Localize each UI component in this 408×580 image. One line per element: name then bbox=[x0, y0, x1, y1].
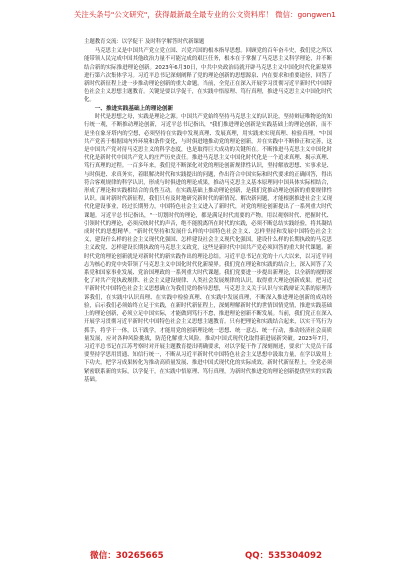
topic-line: 主题教育交流：以学促干 及时科学解答时代新课题 bbox=[84, 39, 205, 45]
intro-paragraph: 马克思主义是中国共产党立党立国、兴党兴国的根本指导思想。回顾党的百年奋斗史，我们党之所以能带领人民完成中国其他政治力量不可能完成的艰巨任务，根本在于掌握了马克思主义科学理论，并不断结合新的实际推进理论创新。2023年6月30日，中共中央政治局就开辟马克思主义中国化时代化新境界进行第六次集体学习。习近平总书记深刻阐释了党的理论创新的思想源泉、内在要求和重要途径，回答了新时代新征程上进一步推动理论创新的重大命题。当前，全党正在深入开展学习贯彻习近平新时代中国特色社会主义思想主题教育。关键是要以学促干，在实践中悟原理、笃行真理，推进马克思主义中国化时代化。 bbox=[84, 48, 332, 104]
section-heading: 一、推进实践基础上的理论创新 bbox=[94, 105, 174, 112]
bottom-banner bbox=[90, 548, 322, 562]
body-paragraph: 时代是思想之母，实践是理论之源。中国共产党始终坚持马克思主义的认识论，坚持辩证唯物论的知行统一观，不断推动理论创新，习近平总书记指出，"我们推进理论创新是实践基础上的理论创新，而不是坐在象牙塔内的空想，必须坚持在实践中发现真理、发展真理，用实践来实现真理、检验真理。"中国共产党善于根据国内外环境和条件变化，与时俱进地推动党的理论创新，并在实践中不断修正和完善，这是中国共产党对待马克思主义的科学态度，也是取得巨大成功的关键所在。不断推进马克思主义中国化时代化是新时代中国共产党人的庄严历史责任。推进马克思主义中国化时代化是一个追求真理、揭示真理、笃行真理的过程。一百多年来，我们党不断深化对党的理论创新规律性认识，坚持解放思想、实事求是、与时俱进、求真务实，着眼解决时代和实践提出的问题，作出符合中国实际和时代要求的正确回答，得出符合客观规律的科学认识，形成与时俱进的理论成果，推动马克思主义基本原理同中国具体实际相结合，形成了理论和实践相结合的良性互动。在实践基础上推动理论创新，是我们党推动理论创新的重要规律性认识。面对新时代新征程，我们只有及时地研究新时代的新情况、解决新问题，才能根据推进社会主义现代化建设事业，经过长期努力，中国特色社会主义进入了新时代，对党的理论创新提出了一系列重大时代课题。习近平总书记指出，"一切划时代的理论，都是满足时代需要的产物。用以观察时代、把握时代、引领时代的理论，必须反映时代的声音，绝不能脱离所在时代的实践，必须不断总结实践经验，将其凝结成时代的思想精华。"新时代坚持和发展什么样的中国特色社会主义、怎样坚持和发展中国特色社会主义，建设什么样的社会主义现代化强国、怎样建设社会主义现代化强国，建设什么样的长期执政的马克思主义政党、怎样建设长期执政的马克思主义政党，这些是新时代中国共产党必须回答的重大时代课题。新时代党的理论创新就是对新时代的新实践作出的理论总结。习近平总书记在党的十八大以来，以习近平同志为核心的党中央带领了马克思主义中国化时代化新境界。我们党在理论和实践的结合上，深入回答了关系党和国家事业发展、党治国理政的一系列重大时代课题。我们党要进一步提出新理论，以全新的视野深化了对共产党执政规律、社会主义建设规律、人类社会发展规律的认识，取得重大理论创新成果。把习近平新时代中国特色社会主义思想确立为我们党的指导思想，马克思主义关于认识与实践辩证关系的原理告诉我们，在实践中认识真理、在实践中检验真理、在实践中发展真理，不断深入推进理论创新的成功经验，启示我们必须始终立足于实践，在新时代新征程上，深刻理解新时代的世情国情党情，推进实践基础上的理论创新，必须立足中国实际，才能做到笃行不怠，推进理论创新不断发展。当前，我们党正在深入开展学习贯彻习近平新时代中国特色社会主义思想主题教育。只有把理论和实践结合起来，以实干笃行为抓手，将学干一体，以干践学，才能用党的创新理论统一思想、统一意志、统一行动，推动经济社会高质量发展，应对各种风险挑战，防范化解重大风险。推动中国式现代化取得新进展新突破。2023年7月，习近平总书记在江苏考察时对开展主题教育提出明确要求，对以学促干作了深刻阐述，要求广大党员干部要坚持学思用贯通、知信行统一，不断从习近平新时代中国特色社会主义思想中汲取力量，在学以致用上下功夫，把学习成果转化为推动高质量发展、推进中国式现代化的实际成效。新时代新征程上，全党必须紧密联系新的实际，以学促干，在实践中悟原理、笃行真理，为新时代推进党的理论创新提供坚实的实践基础。 bbox=[84, 114, 332, 383]
qq-contact: QQ：535304092 bbox=[244, 551, 322, 561]
top-banner bbox=[62, 7, 348, 22]
top-banner-text: 关注头条号"公文研究"，获得最新最全最专业的公文资料库！ 微信：gongwen1 bbox=[73, 10, 337, 19]
wechat-contact: 微信：30265665 bbox=[90, 551, 164, 561]
document-page bbox=[84, 38, 332, 520]
